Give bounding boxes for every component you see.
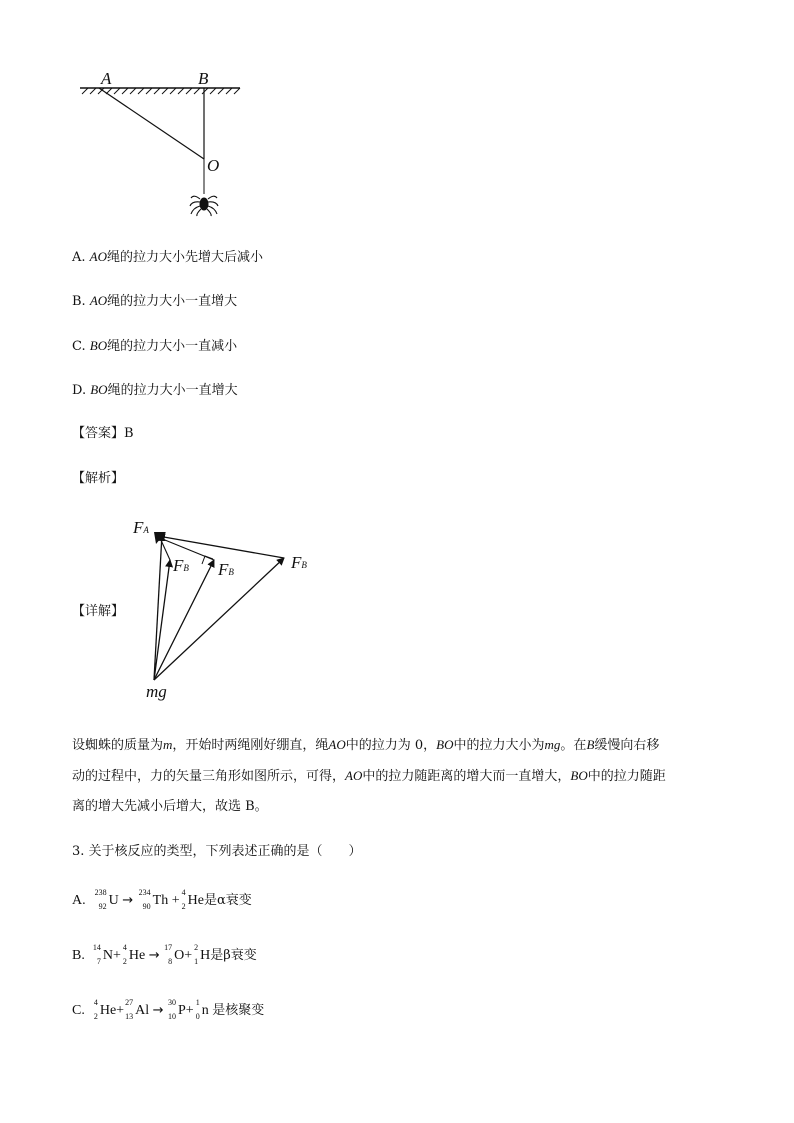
q3-option-b: B. 14 7 N+ 4 2 He → 17 8 O+ 2 1 H是β衰变 — [72, 943, 257, 966]
point-a-label: A — [101, 69, 112, 88]
question-3-stem: 3. 关于核反应的类型，下列表述正确的是（ ） — [72, 844, 362, 859]
option-a: A. AO绳的拉力大小先增大后减小 — [72, 249, 264, 265]
answer-line: 【答案】B — [72, 426, 134, 441]
fa-label: FA — [133, 518, 149, 537]
explanation-paragraph: 设蜘蛛的质量为m，开始时两绳刚好绷直，绳AO中的拉力为 0，BO中的拉力大小为mg。在B缓慢向右移 动的过程中，力的矢量三角形如图所示，可得，AO中的拉力随距离的增大而一直增大，BO中的拉力随距 离的增大先减小后增大，故选 B。 — [72, 737, 666, 814]
rope-ao — [99, 88, 204, 159]
fb-label-3: FB — [291, 553, 307, 572]
fb-label-1: FB — [173, 556, 189, 575]
q3-option-c: C. 4 2 He+ 27 13 Al → 30 10 P+ 1 0 n 是核聚变 — [72, 998, 265, 1021]
force-triangle-figure — [140, 520, 320, 690]
fb-vector-2 — [154, 560, 214, 680]
rope-spider-figure — [70, 66, 260, 226]
fb-vector-1 — [154, 560, 170, 680]
mg-label: mg — [146, 682, 167, 701]
point-b-label: B — [198, 69, 209, 88]
option-d: D. BO绳的拉力大小一直增大 — [72, 382, 238, 398]
option-c: C. BO绳的拉力大小一直减小 — [72, 338, 238, 354]
spider-icon — [190, 196, 218, 216]
fb-label-2: FB — [218, 560, 234, 579]
fa-vector — [154, 534, 162, 680]
detail-heading: 【详解】 — [72, 604, 125, 619]
option-b: B. AO绳的拉力大小一直增大 — [72, 293, 238, 309]
point-o-label: O — [207, 156, 220, 175]
q3-option-a: A. 238 92 U → 234 90 Th + 4 2 He是α衰变 — [72, 888, 252, 911]
analysis-heading: 【解析】 — [72, 471, 125, 486]
